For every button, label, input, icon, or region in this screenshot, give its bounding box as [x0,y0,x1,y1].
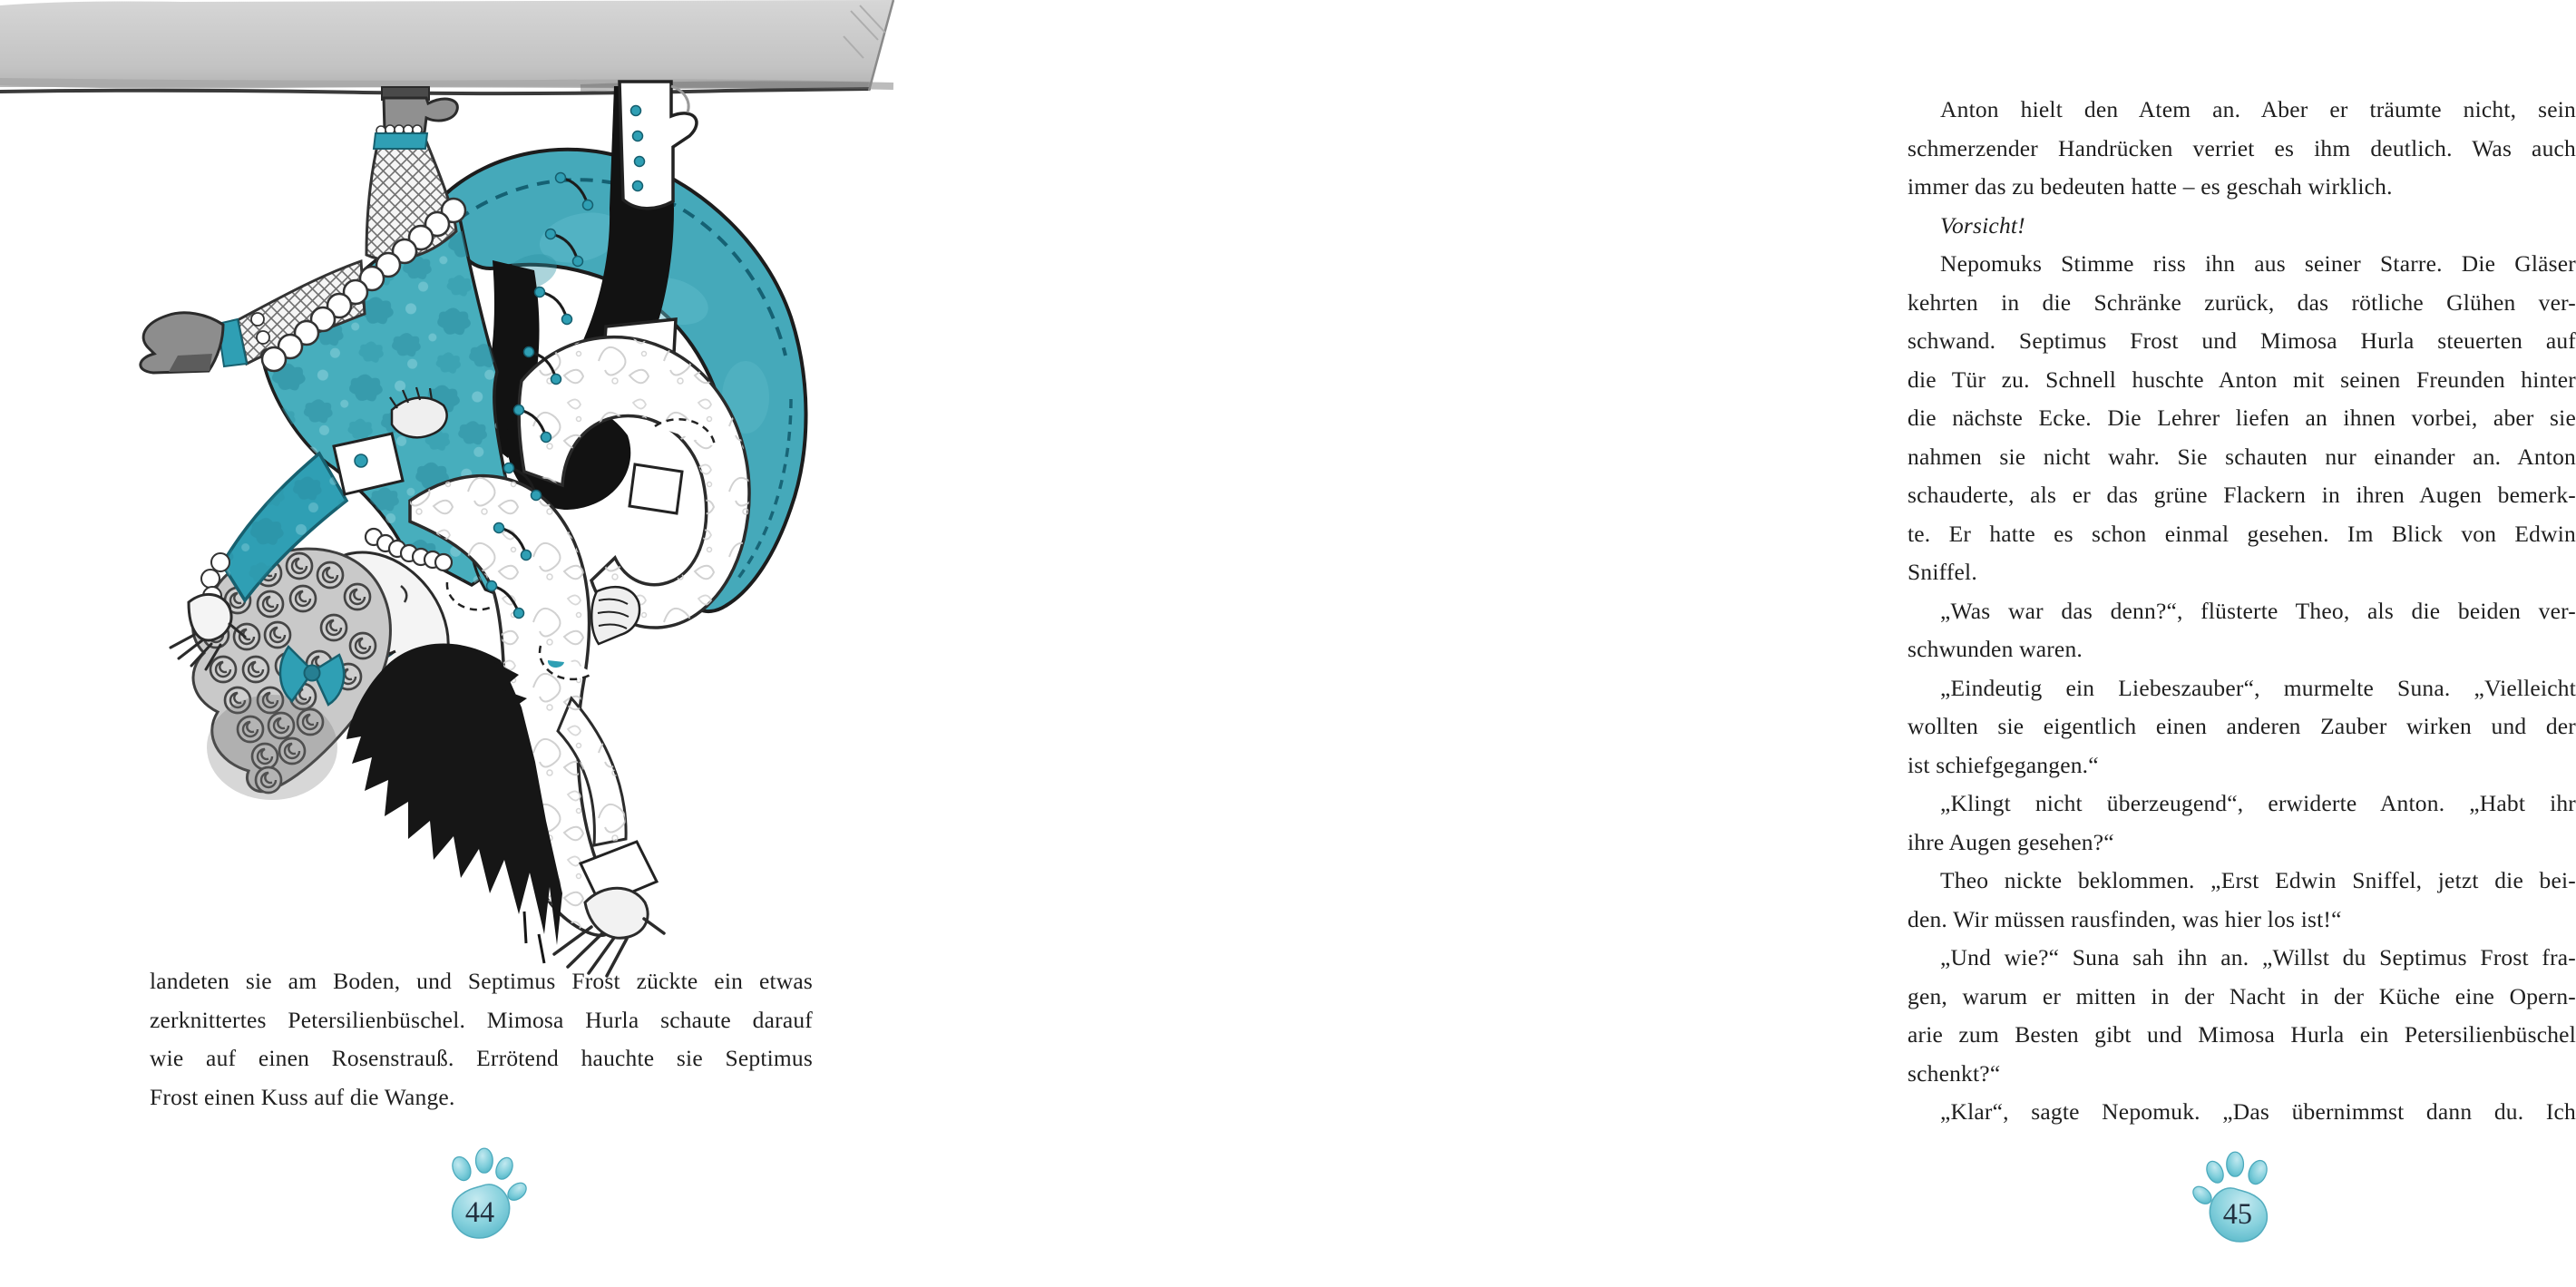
page-number: 44 [464,1195,495,1228]
text-line: „Eindeutig ein Liebeszauber“, murmelte Suna. „Vielleicht [1940,674,2576,701]
text-line: ist schiefgegangen.“ [1908,751,2099,778]
left-page-text [150,962,813,1116]
text-line: schenkt?“ [1908,1059,2001,1087]
left-page [0,0,907,1287]
page-number: 45 [2222,1196,2253,1230]
text-line: kehrten in die Schränke zurück, das rötliche Glühen ver- [1908,288,2576,316]
text-line: Vorsicht! [1940,211,2025,239]
right-page [907,0,2576,1287]
text-line: arie zum Besten gibt und Mimosa Hurla ein Petersilienbüschel [1908,1021,2576,1048]
lace-garter-top [374,125,427,149]
text-line: immer das zu bedeuten hatte – es geschah wirklich. [1908,173,2393,200]
text-line: Frost einen Kuss auf die Wange. [150,1083,455,1110]
text-line: Nepomuks Stimme riss ihn aus seiner Starre. Die Gläser [1940,250,2576,277]
text-line: „Und wie?“ Suna sah ihn an. „Willst du Septimus Frost fra- [1940,944,2576,970]
text-line: landeten sie am Boden, und Septimus Frost zückte ein etwas [150,968,813,994]
text-line: den. Wir müssen rausfinden, was hier los ist!“ [1908,905,2342,932]
gripping-hand-small [591,587,639,644]
text-line: zerknittertes Petersilienbüschel. Mimosa Hurla schaute darauf [150,1006,813,1033]
text-line: schwunden waren. [1908,636,2083,662]
text-line: „Was war das denn?“, flüsterte Theo, als die beiden ver- [1940,597,2576,624]
text-line: „Klar“, sagte Nepomuk. „Das übernimmst dann du. Ich [1940,1098,2576,1125]
hanging-figures-illustration [0,0,907,998]
text-line: die nächste Ecke. Die Lehrer liefen an ihnen vorbei, aber sie [1908,405,2576,431]
text-line: wie auf einen Rosenstrauß. Errötend hauchte sie Septimus [150,1045,813,1071]
right-page-text [1908,91,2576,1132]
text-line: Sniffel. [1908,559,1977,585]
coat-cuff [629,464,682,513]
paw-print-icon [2192,1148,2287,1255]
text-line: schauderte, als er das grüne Flackern in ihren Augen bemerk- [1908,482,2576,508]
text-line: ihre Augen gesehen?“ [1908,828,2114,855]
paw-print-icon [433,1145,527,1252]
text-line: schwand. Septimus Frost und Mimosa Hurla steuerten auf [1908,327,2576,354]
text-line: wollten sie eigentlich einen anderen Zauber wirken und der [1908,713,2576,739]
text-line: te. Er hatte es schon einmal gesehen. Im Blick von Edwin [1908,520,2576,547]
text-line: schmerzender Handrücken verriet es ihm deutlich. Was auch [1908,134,2576,161]
text-line: gen, warum er mitten in der Nacht in der Küche eine Opern- [1908,982,2576,1009]
text-line: Theo nickte beklommen. „Erst Edwin Sniffel, jetzt die bei- [1940,867,2576,893]
text-line: die Tür zu. Schnell huschte Anton mit seinen Freunden hinter [1908,366,2576,393]
text-line: Anton hielt den Atem an. Aber er träumte nicht, sein [1940,96,2576,122]
ceiling-beam [0,0,893,93]
text-line: „Klingt nicht überzeugend“, erwiderte Anton. „Habt ihr [1940,790,2576,816]
text-line: nahmen sie nicht wahr. Sie schauten nur einander an. Anton [1908,443,2576,470]
